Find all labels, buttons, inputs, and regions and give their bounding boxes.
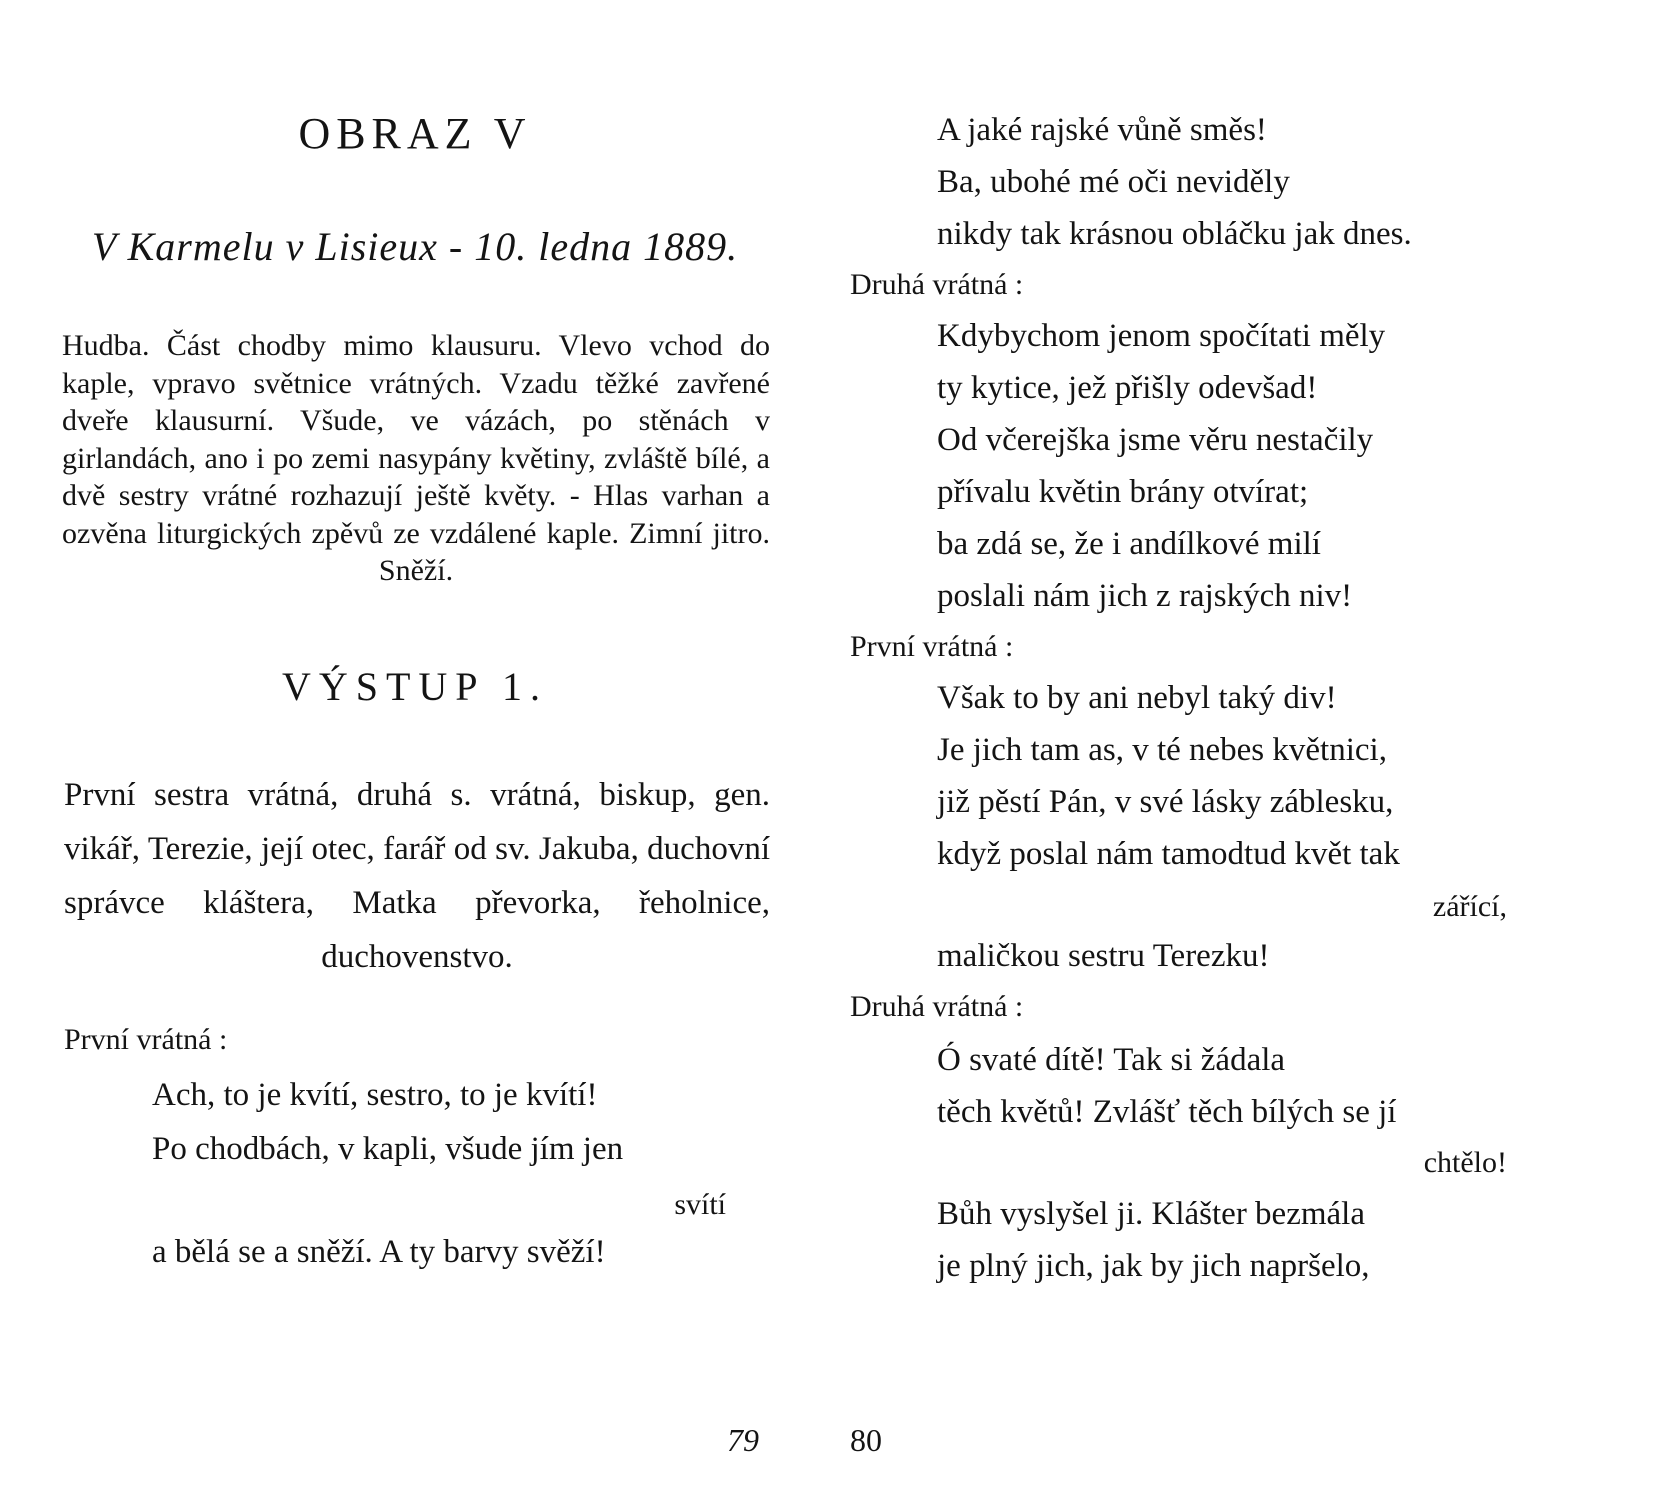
- speaker-label: První vrátná :: [850, 630, 1014, 663]
- verse-line: Bůh vyslyšel ji. Klášter bezmála: [937, 1196, 1365, 1232]
- verse-line: těch květů! Zvlášť těch bílých se jí: [937, 1094, 1397, 1130]
- verse-line: Ach, to je kvítí, sestro, to je kvítí!: [152, 1077, 598, 1113]
- verse-line: ba zdá se, že i andílkové milí: [937, 526, 1321, 562]
- right-page: [827, 0, 1654, 1500]
- act-subtitle: V Karmelu v Lisieux - 10. ledna 1889.: [91, 224, 739, 269]
- speaker-label: Druhá vrátná :: [850, 268, 1024, 301]
- verse-line: již pěstí Pán, v své lásky záblesku,: [937, 784, 1394, 820]
- verse-line: když poslal nám tamodtud květ tak: [937, 836, 1400, 872]
- verse-line: a bělá se a sněží. A ty barvy svěží!: [152, 1234, 606, 1270]
- page-number: 80: [850, 1422, 882, 1458]
- verse-line: poslali nám jich z rajských niv!: [937, 578, 1353, 614]
- verse-line-continuation: svítí: [674, 1188, 726, 1221]
- page-number: 79: [727, 1422, 759, 1458]
- cast-list: První sestra vrátná, druhá s. vrátná, biskup, gen. vikář, Terezie, její otec, farář od sv. Jakuba, duchovní správce kláštera, Matka převorka, řeholnice, duchovenstvo.: [64, 777, 770, 975]
- verse-line: Ó svaté dítě! Tak si žádala: [937, 1042, 1286, 1078]
- verse-line-continuation: chtělo!: [1423, 1146, 1507, 1179]
- speaker-label: První vrátná :: [64, 1023, 228, 1056]
- verse-line: A jaké rajské vůně směs!: [937, 112, 1267, 148]
- verse-line-continuation: zářící,: [1432, 890, 1507, 923]
- verse-line: Je jich tam as, v té nebes květnici,: [937, 732, 1387, 768]
- verse-line: Ba, ubohé mé oči neviděly: [937, 164, 1290, 200]
- verse-line: Po chodbách, v kapli, všude jím jen: [152, 1131, 624, 1167]
- verse-line: maličkou sestru Terezku!: [937, 938, 1270, 974]
- scene-title: VÝSTUP 1.: [281, 664, 549, 709]
- speaker-label: Druhá vrátná :: [850, 990, 1024, 1023]
- verse-line: ty kytice, jež přišly odevšad!: [937, 370, 1318, 406]
- verse-line: nikdy tak krásnou obláčku jak dnes.: [937, 216, 1412, 252]
- act-title: OBRAZ V: [298, 109, 532, 158]
- verse-line: Od včerejška jsme věru nestačily: [937, 422, 1374, 458]
- verse-line: Kdybychom jenom spočítati měly: [937, 318, 1386, 354]
- verse-line: přívalu květin brány otvírat;: [937, 474, 1309, 510]
- scene-description: Hudba. Část chodby mimo klausuru. Vlevo vchod do kaple, vpravo světnice vrátných. Vzadu těžké zavřené dveře klausurní. Všude, ve vázách, po stěnách v girlandách, ano i po zemi nasypány květiny, zvláště bílé, a dvě sestry vrátné rozhazují ještě květy. - Hlas varhan a ozvěna liturgických zpěvů ze vzdálené kaple. Zimní jitro. Sněží.: [62, 329, 770, 587]
- verse-line: je plný jich, jak by jich napršelo,: [937, 1248, 1370, 1284]
- verse-line: Však to by ani nebyl taký div!: [937, 680, 1337, 716]
